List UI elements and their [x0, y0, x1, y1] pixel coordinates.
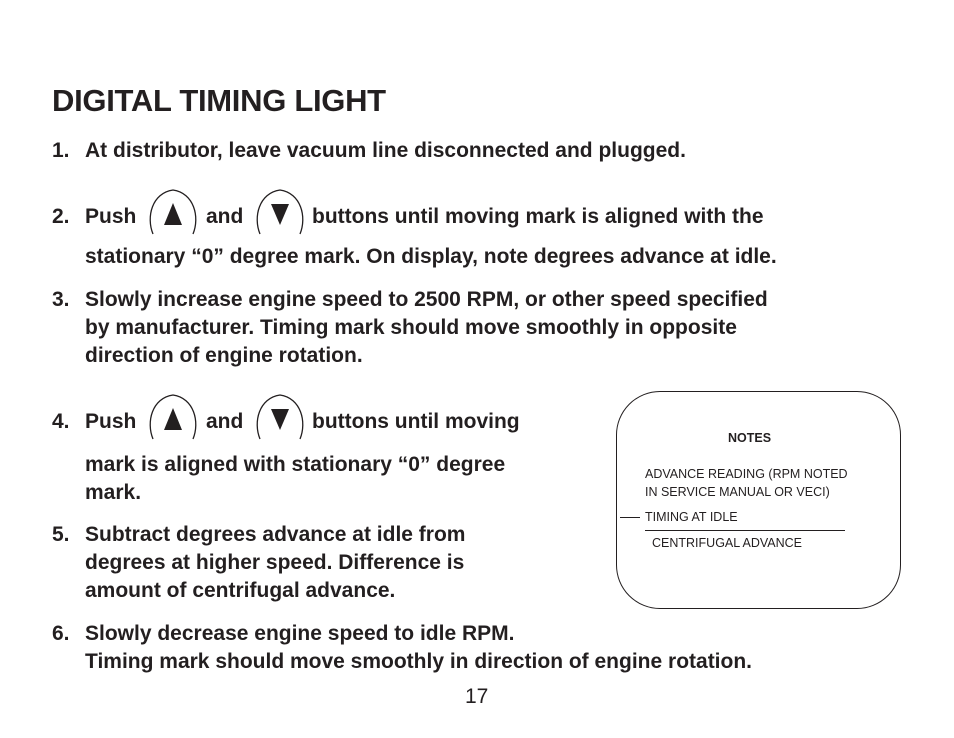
step-4 — [52, 410, 572, 440]
down-arrow-button-icon — [256, 187, 304, 241]
step-6-line-2: Timing mark should move smoothly in direction of engine rotation. — [85, 650, 753, 673]
step-number: 1. — [52, 139, 70, 162]
up-arrow-button-icon — [149, 392, 197, 446]
down-arrow-button-icon — [256, 392, 304, 446]
push-label: Push — [85, 410, 137, 433]
notes-advance-line-1: ADVANCE READING (RPM NOTED — [645, 467, 848, 481]
push-label: Push — [85, 205, 137, 228]
step-3-line-1: Slowly increase engine speed to 2500 RPM, or other speed specified — [85, 288, 768, 311]
page-title: DIGITAL TIMING LIGHT — [52, 83, 386, 118]
step-text: At distributor, leave vacuum line disconnected and plugged. — [85, 139, 686, 162]
and-label: and — [206, 205, 244, 228]
notes-box — [616, 391, 901, 609]
step-6-line-1: Slowly decrease engine speed to idle RPM. — [85, 622, 515, 645]
step-4-line-2: mark is aligned with stationary “0” degree — [85, 453, 506, 476]
step-number: 2. — [52, 205, 70, 228]
step-3-line-2: by manufacturer. Timing mark should move smoothly in opposite — [85, 316, 737, 339]
notes-advance-line-2: IN SERVICE MANUAL OR VECI) — [645, 485, 830, 499]
notes-divider — [645, 530, 845, 531]
notes-heading: NOTES — [728, 431, 772, 445]
and-label: and — [206, 410, 244, 433]
step-2-line-2: stationary “0” degree mark. On display, note degrees advance at idle. — [85, 245, 777, 268]
step-5-line-3: amount of centrifugal advance. — [85, 579, 396, 602]
step-text: buttons until moving — [312, 410, 520, 433]
step-4-line-3: mark. — [85, 481, 142, 504]
step-3-line-3: direction of engine rotation. — [85, 344, 363, 367]
step-3-number: 3. — [52, 288, 70, 311]
step-5-line-2: degrees at higher speed. Difference is — [85, 551, 465, 574]
step-1 — [52, 139, 686, 163]
notes-blank-line — [620, 517, 640, 518]
step-text: buttons until moving mark is aligned with the — [312, 205, 764, 228]
step-5-number: 5. — [52, 523, 70, 546]
step-5-line-1: Subtract degrees advance at idle from — [85, 523, 466, 546]
step-6-number: 6. — [52, 622, 70, 645]
page-number: 17 — [465, 685, 489, 708]
up-arrow-button-icon — [149, 187, 197, 241]
step-number: 4. — [52, 410, 70, 433]
notes-timing-at-idle: TIMING AT IDLE — [645, 510, 738, 524]
notes-centrifugal-advance: CENTRIFUGAL ADVANCE — [652, 536, 803, 550]
